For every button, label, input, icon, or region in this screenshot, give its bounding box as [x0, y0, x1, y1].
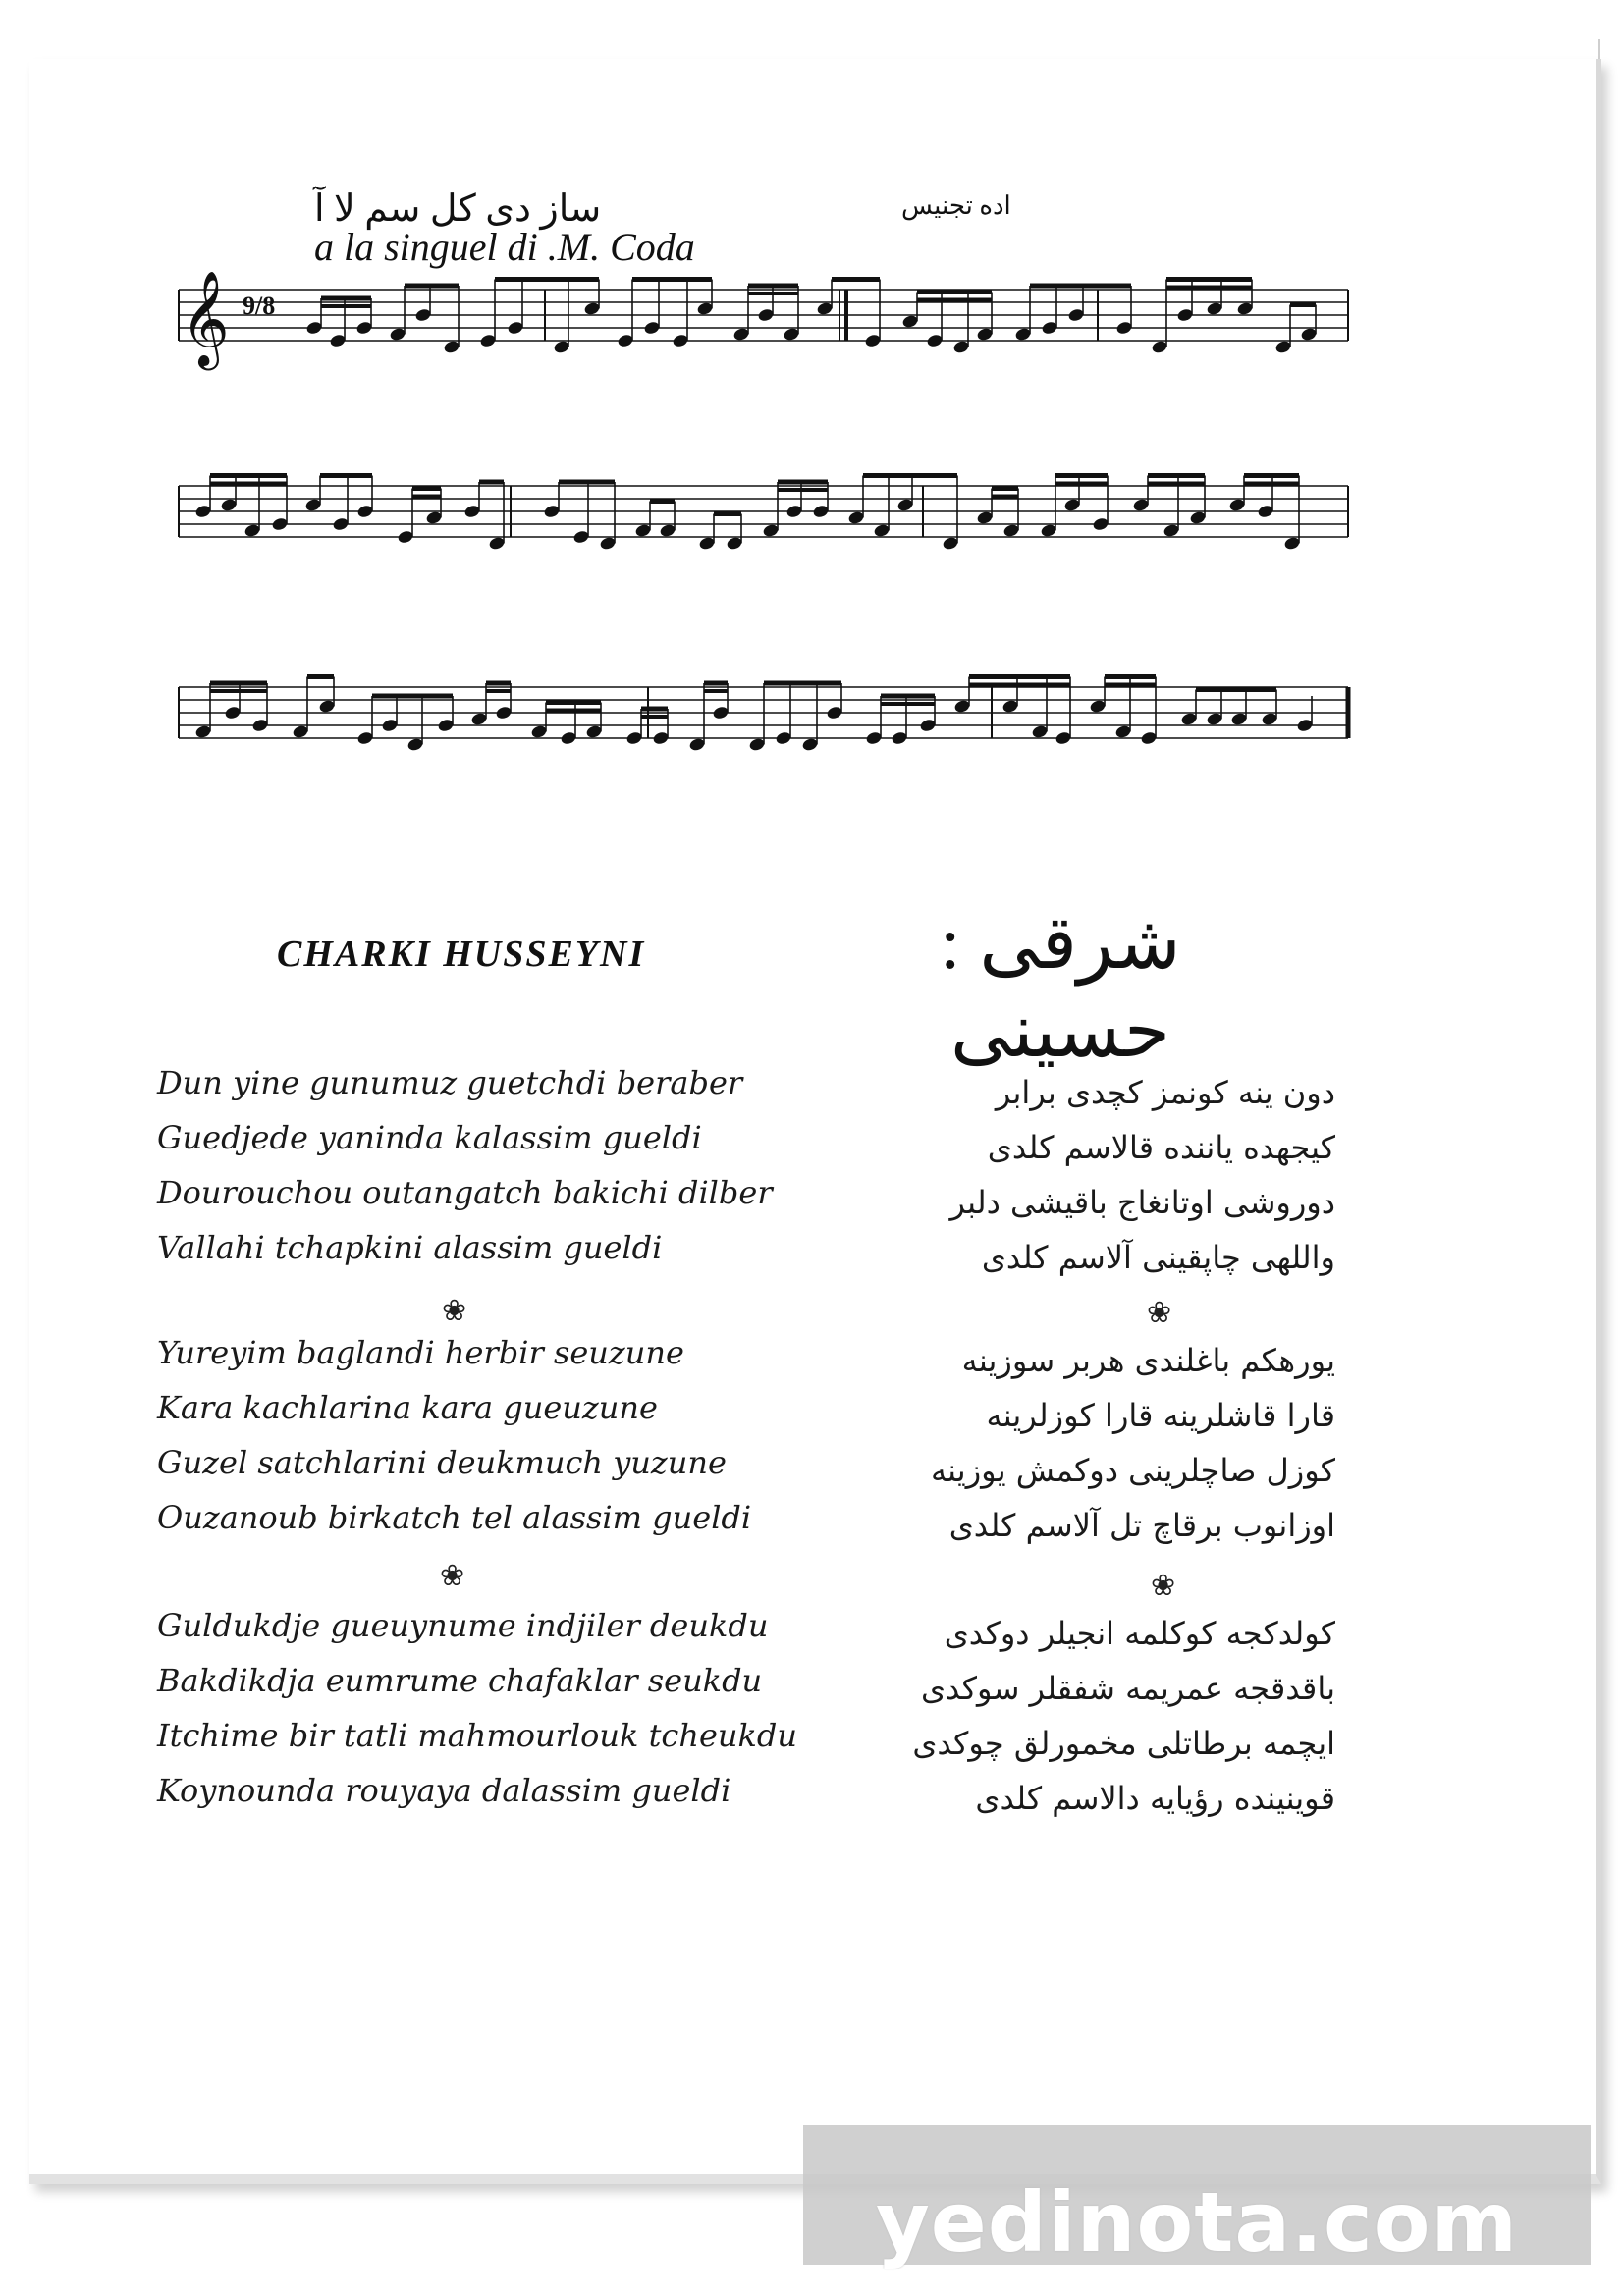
lyric-line-ottoman: قوینینده رؤیایه دالاسم کلدی [975, 1780, 1335, 1817]
ornament-flower: ❀ [1151, 1570, 1176, 1602]
stanza-2-latin [157, 1325, 903, 1545]
lyric-line: Itchime bir tatli mahmourlouk tcheukdu [157, 1717, 797, 1754]
lyric-line-ottoman: واللهی چاپقینی آلاسم کلدی [981, 1239, 1335, 1276]
header-latin-text: a la singuel di .M. Coda [314, 225, 695, 269]
lyric-line: Koynounda rouyaya dalassim gueldi [157, 1772, 731, 1809]
lyric-line: Dun yine gunumuz guetchdi beraber [157, 1064, 743, 1101]
lyric-line-ottoman: قارا قاشلرینه قارا کوزلرینه [986, 1397, 1335, 1434]
stanza-2-ottoman [923, 1333, 1335, 1553]
song-title-ottoman: شرقی : حسینی [940, 902, 1181, 1073]
lyric-line-ottoman: یورهکم باغلندی هربر سوزینه [961, 1342, 1335, 1379]
lyric-line-ottoman: ایچمه برطاتلی مخمورلق چوکدی [912, 1725, 1335, 1762]
lyric-line: Vallahi tchapkini alassim gueldi [157, 1229, 663, 1266]
lyric-line: Guldukdje gueuynume indjiler deukdu [157, 1607, 769, 1644]
lyric-line: Dourouchou outangatch bakichi dilber [157, 1174, 773, 1211]
lyric-line: Bakdikdja eumrume chafaklar seukdu [157, 1662, 763, 1699]
watermark-banner [803, 2125, 1591, 2270]
lyric-line-ottoman: دوروشی اوتانغاج باقیشی دلبر [949, 1184, 1335, 1221]
lyric-line: Guzel satchlarini deukmuch yuzune [157, 1444, 727, 1481]
ornament-flower: ❀ [442, 1295, 467, 1327]
song-title-latin: CHARKI HUSSEYNI [277, 934, 646, 975]
treble-clef-icon: 𝄞 [181, 270, 230, 366]
lyric-line: Kara kachlarina kara gueuzune [157, 1389, 658, 1426]
header-ottoman-text: ساز دی کل سم لا آ [314, 188, 602, 230]
music-score [0, 0, 1623, 883]
watermark-text: yedinota.com [876, 2174, 1518, 2270]
lyric-line-ottoman: دون ینه کونمز کچدی برابر [995, 1074, 1335, 1111]
ornament-flower: ❀ [1147, 1297, 1172, 1329]
time-signature-text: 9/8 [243, 292, 276, 320]
ornament-flower: ❀ [440, 1560, 465, 1592]
header-coda-ottoman: اده تجنیس [901, 191, 1011, 220]
lyric-line-ottoman: کولدکجه کوکلمه انجیلر دوکدی [944, 1615, 1335, 1652]
lyric-line: Guedjede yaninda kalassim gueldi [157, 1119, 702, 1156]
stanza-1-latin [157, 1055, 903, 1275]
stanza-3-ottoman [912, 1606, 1335, 1826]
lyric-line-ottoman: اوزانوب برقاچ تل آلاسم کلدی [948, 1507, 1335, 1544]
stanza-1-ottoman [923, 1065, 1335, 1285]
lyric-line: Yureyim baglandi herbir seuzune [157, 1334, 684, 1371]
lyric-line-ottoman: باقدقجه عمریمه شفقلر سوکدی [920, 1670, 1335, 1707]
lyric-line-ottoman: کوزل صاچلرینی دوکمش یوزینه [930, 1452, 1335, 1489]
lyric-line: Ouzanoub birkatch tel alassim gueldi [157, 1499, 752, 1536]
lyric-line-ottoman: کیجهده یاننده قالاسم کلدی [987, 1129, 1335, 1166]
stanza-3-latin [157, 1598, 903, 1818]
